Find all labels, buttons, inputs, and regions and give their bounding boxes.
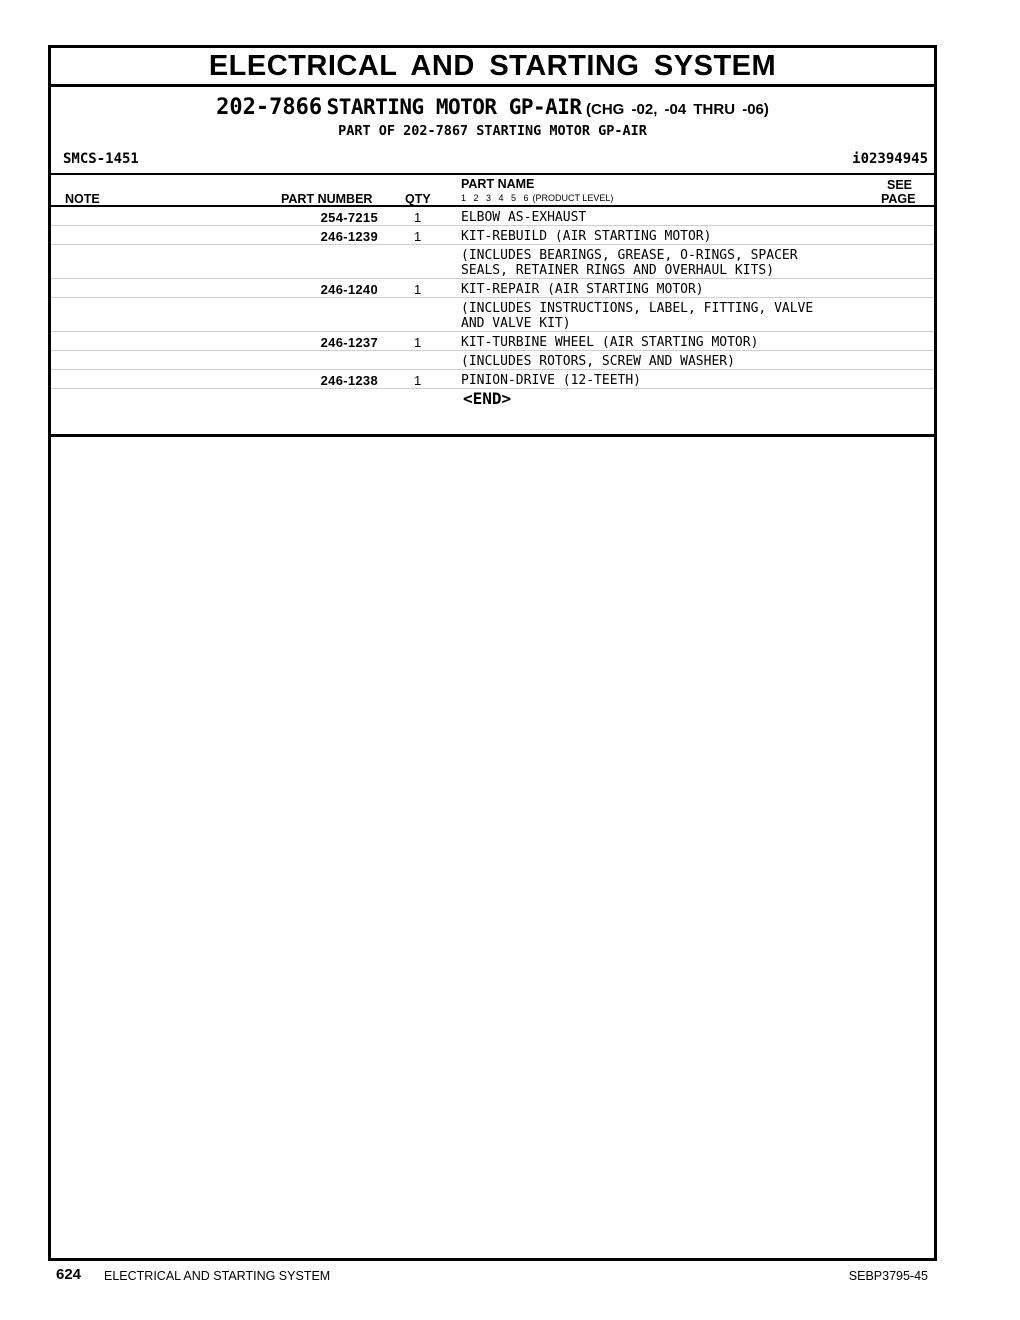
- section-title-bar: [51, 48, 934, 87]
- table-row: [51, 370, 934, 389]
- part-name: (INCLUDES INSTRUCTIONS, LABEL, FITTING, VALVE AND VALVE KIT): [461, 301, 814, 331]
- part-number: 246-1239: [320, 229, 378, 244]
- table-row: [51, 207, 934, 226]
- col-part-number: PART NUMBER: [281, 192, 373, 206]
- part-name: (INCLUDES BEARINGS, GREASE, O-RINGS, SPACER SEALS, RETAINER RINGS AND OVERHAUL KITS): [461, 248, 798, 278]
- quantity: 1: [414, 229, 422, 244]
- smcs-code: SMCS-1451: [63, 151, 139, 167]
- table-row: [51, 279, 934, 298]
- group-number: 202-7866: [216, 95, 323, 120]
- part-name: PINION-DRIVE (12-TEETH): [461, 373, 642, 388]
- part-name: ELBOW AS-EXHAUST: [461, 210, 587, 225]
- page-number: 624: [56, 1266, 82, 1283]
- col-note: NOTE: [65, 192, 100, 206]
- group-title: [51, 95, 934, 120]
- footer-section: ELECTRICAL AND STARTING SYSTEM: [104, 1269, 331, 1283]
- product-levels: [461, 193, 613, 203]
- table-bottom-rule: [51, 434, 934, 437]
- part-number: 254-7215: [320, 210, 378, 225]
- col-page: PAGE: [881, 192, 916, 206]
- table-row: [51, 332, 934, 351]
- group-change-note: (CHG -02, -04 THRU -06): [586, 101, 769, 118]
- part-number: 246-1240: [320, 282, 378, 297]
- document-number: SEBP3795-45: [848, 1269, 928, 1283]
- group-name: STARTING MOTOR GP-AIR: [326, 95, 582, 119]
- col-qty: QTY: [405, 192, 431, 206]
- part-name: KIT-TURBINE WHEEL (AIR STARTING MOTOR): [461, 335, 759, 350]
- group-header: [51, 87, 934, 175]
- part-name: KIT-REPAIR (AIR STARTING MOTOR): [461, 282, 704, 297]
- part-of-line: PART OF 202-7867 STARTING MOTOR GP-AIR: [338, 123, 647, 139]
- section-title: ELECTRICAL AND STARTING SYSTEM: [208, 49, 777, 82]
- product-level-label: (PRODUCT LEVEL): [532, 193, 614, 203]
- table-row: [51, 226, 934, 245]
- table-row: [51, 351, 934, 370]
- quantity: 1: [414, 335, 422, 350]
- quantity: 1: [414, 373, 422, 388]
- illustration-id: i02394945: [852, 151, 928, 167]
- column-headers: [51, 175, 934, 207]
- page-frame: [48, 45, 937, 1261]
- table-row: [51, 245, 934, 279]
- quantity: 1: [414, 282, 422, 297]
- col-see: SEE: [887, 178, 913, 192]
- part-number: 246-1237: [320, 335, 378, 350]
- table-row: [51, 298, 934, 332]
- end-row: [51, 389, 934, 411]
- part-number: 246-1238: [320, 373, 378, 388]
- col-part-name: PART NAME: [461, 177, 535, 191]
- end-marker: <END>: [463, 389, 512, 408]
- page-footer: [56, 1266, 928, 1288]
- part-name: KIT-REBUILD (AIR STARTING MOTOR): [461, 229, 712, 244]
- quantity: 1: [414, 210, 422, 225]
- level-numbers: 1 2 3 4 5 6: [461, 193, 529, 203]
- part-name: (INCLUDES ROTORS, SCREW AND WASHER): [461, 354, 735, 369]
